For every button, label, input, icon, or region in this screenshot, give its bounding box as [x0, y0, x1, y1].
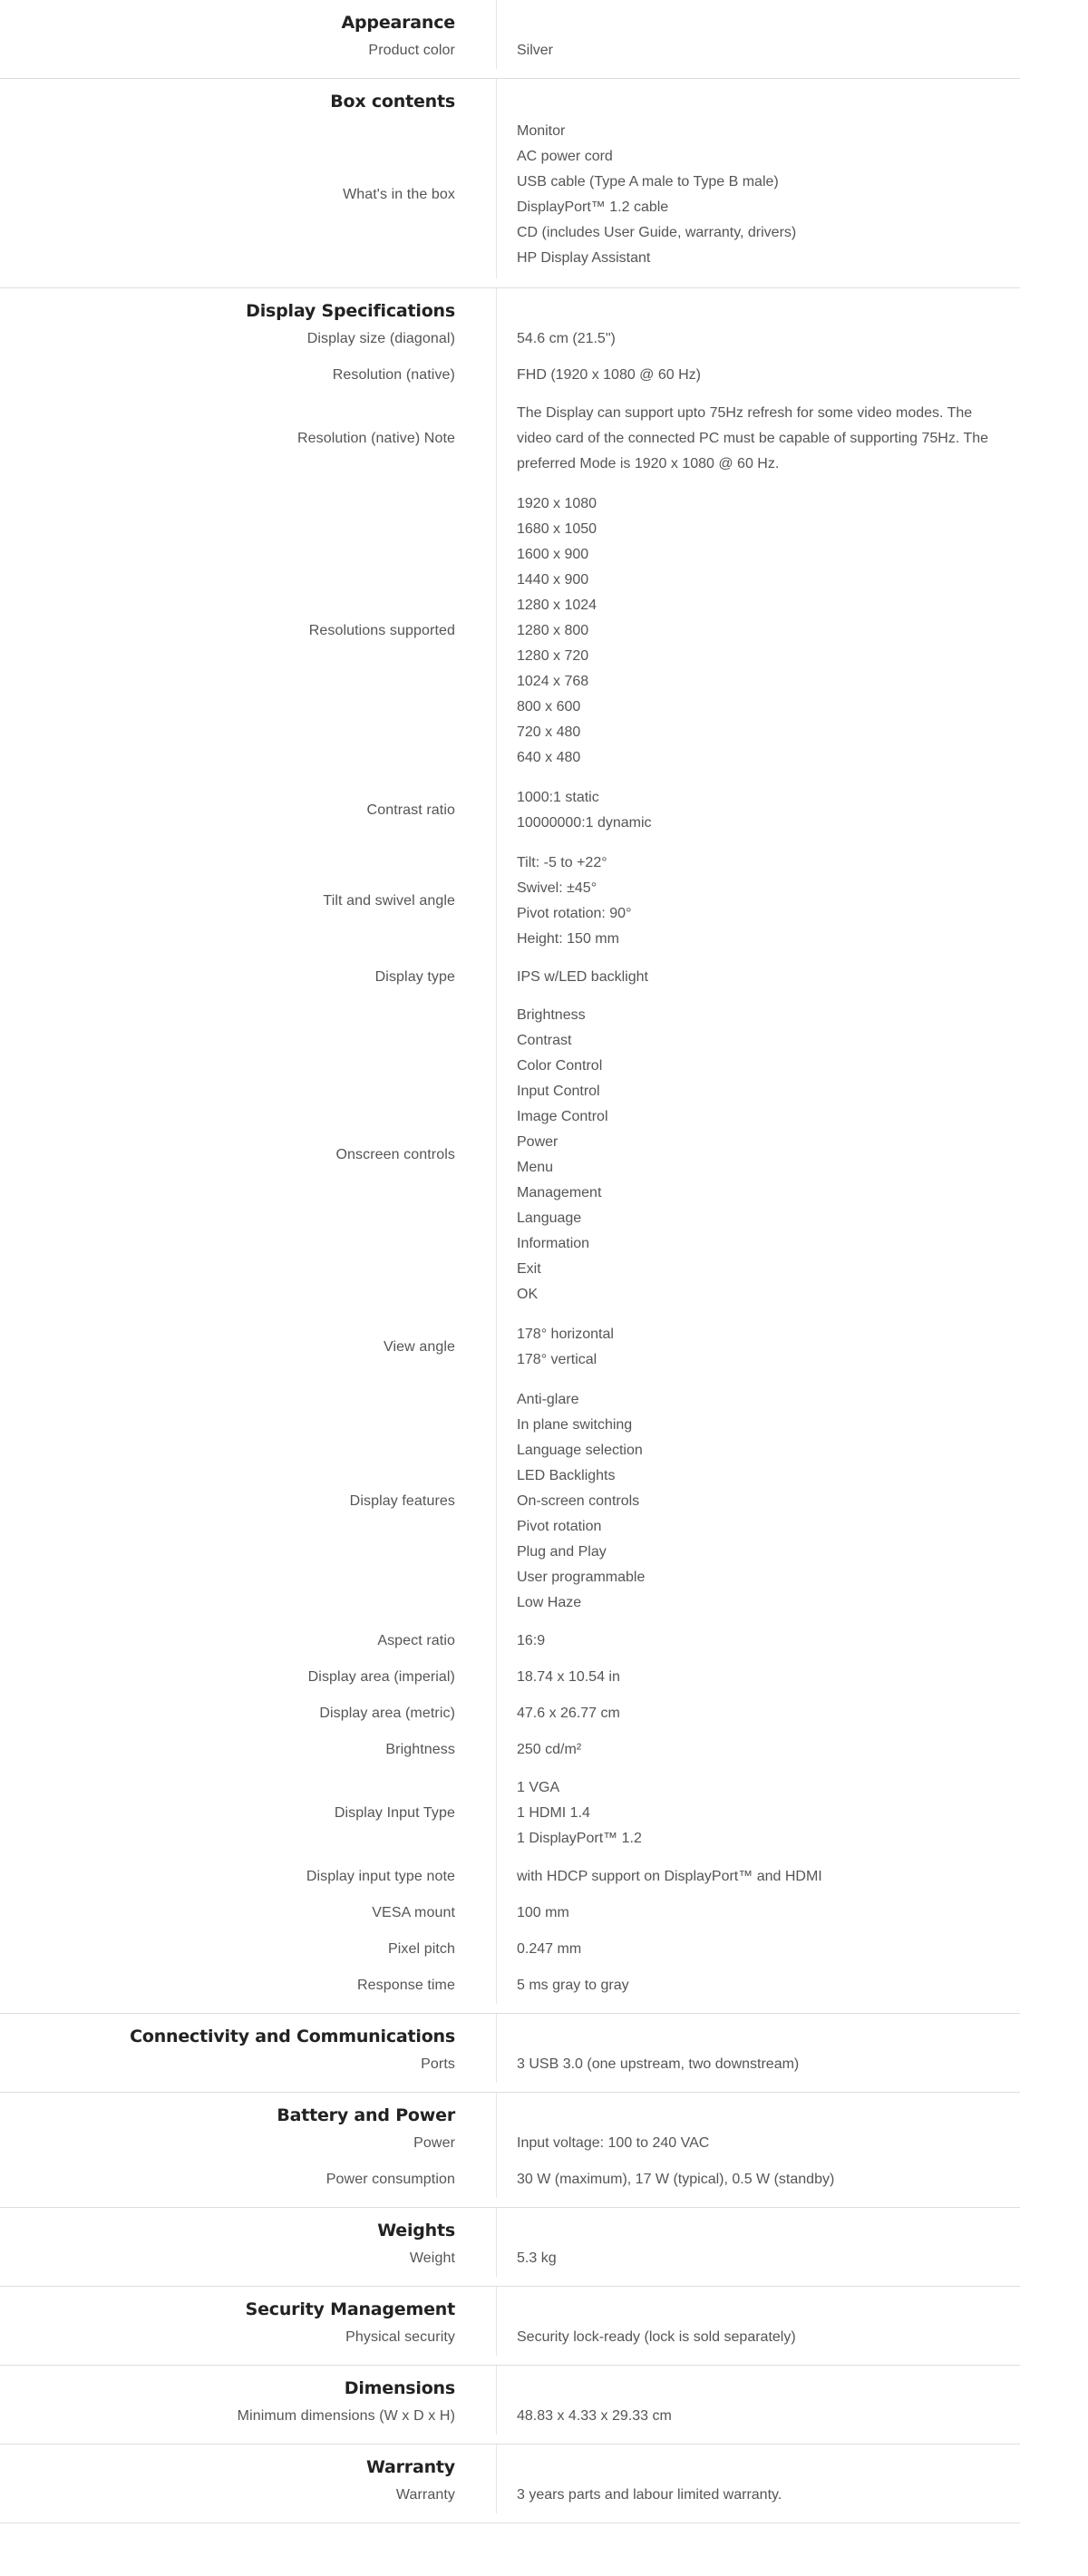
column-divider	[455, 2162, 497, 2198]
spec-row	[0, 996, 1020, 1315]
spec-value-line: 250 cd/m²	[517, 1742, 582, 1757]
spec-row	[0, 1768, 1020, 1859]
spec-value-line: Language	[517, 1210, 582, 1226]
column-divider	[455, 113, 497, 278]
section-title: Connectivity and Communications	[130, 2027, 455, 2046]
spec-value-line: 1 DisplayPort™ 1.2	[517, 1831, 642, 1846]
spec-value-line: Power	[517, 1134, 559, 1150]
section-title: Security Management	[245, 2299, 455, 2319]
spec-row	[0, 323, 1020, 357]
spec-value-line: Swivel: ±45°	[517, 880, 597, 896]
column-divider	[455, 1895, 497, 1931]
spec-value-line: HP Display Assistant	[517, 250, 651, 266]
spec-row	[0, 113, 1020, 278]
section-header	[0, 0, 1020, 34]
column-divider	[455, 323, 497, 357]
section-title: Battery and Power	[277, 2105, 455, 2125]
spec-value	[497, 843, 1020, 959]
column-divider	[455, 1859, 497, 1895]
spec-value-line: 1 HDMI 1.4	[517, 1805, 590, 1821]
section-header	[0, 2445, 1020, 2479]
spec-value-line: 720 x 480	[517, 724, 581, 740]
spec-value	[497, 1931, 1020, 1968]
spec-value-line: preferred Mode is 1920 x 1080 @ 60 Hz.	[517, 456, 780, 471]
spec-label: Display Input Type	[334, 1805, 455, 1821]
spec-value-line: The Display can support upto 75Hz refresh for some video modes. The	[517, 405, 973, 421]
spec-value-line: Menu	[517, 1160, 554, 1175]
spec-row	[0, 1315, 1020, 1380]
spec-row	[0, 1895, 1020, 1931]
spec-value-line: 47.6 x 26.77 cm	[517, 1706, 620, 1721]
spec-row	[0, 2048, 1020, 2083]
column-divider	[455, 394, 497, 484]
column-divider	[455, 2208, 497, 2242]
section-header	[0, 79, 1020, 113]
spec-value-line: 1600 x 900	[517, 547, 589, 562]
spec-value-line: with HDCP support on DisplayPort™ and HDMI	[517, 1869, 822, 1884]
spec-row	[0, 2479, 1020, 2513]
column-divider	[455, 2127, 497, 2162]
spec-value	[497, 1895, 1020, 1931]
column-divider	[455, 843, 497, 959]
spec-value-line: 640 x 480	[517, 750, 581, 765]
spec-row	[0, 1931, 1020, 1968]
column-divider	[455, 1768, 497, 1859]
column-divider	[455, 79, 497, 113]
spec-value-line: 1440 x 900	[517, 572, 589, 588]
column-divider	[455, 1623, 497, 1659]
spec-label: Contrast ratio	[366, 802, 455, 818]
spec-label: Display size (diagonal)	[306, 331, 455, 346]
column-divider	[455, 2093, 497, 2127]
spec-value	[497, 2048, 1020, 2083]
spec-label: Aspect ratio	[377, 1633, 455, 1648]
spec-value-line: 1280 x 720	[517, 648, 589, 664]
section-title: Dimensions	[344, 2378, 455, 2398]
spec-value	[497, 1732, 1020, 1768]
spec-value	[497, 2242, 1020, 2277]
column-divider	[455, 1696, 497, 1732]
spec-value-line: Monitor	[517, 123, 566, 139]
spec-value-line: FHD (1920 x 1080 @ 60 Hz)	[517, 367, 701, 383]
column-divider	[455, 959, 497, 996]
spec-value-line: Plug and Play	[517, 1544, 607, 1560]
spec-row	[0, 484, 1020, 778]
column-divider	[455, 0, 497, 34]
spec-value-line: Input Control	[517, 1084, 600, 1099]
column-divider	[455, 2366, 497, 2400]
section-header	[0, 2366, 1020, 2400]
spec-value-line: Pivot rotation	[517, 1519, 602, 1534]
spec-value	[497, 959, 1020, 996]
spec-value	[497, 1968, 1020, 2004]
section-header	[0, 2208, 1020, 2242]
spec-value-line: Image Control	[517, 1109, 608, 1124]
spec-value-line: In plane switching	[517, 1417, 633, 1433]
spec-label: Tilt and swivel angle	[323, 893, 455, 909]
column-divider	[455, 34, 497, 69]
spec-section	[0, 2208, 1020, 2287]
column-divider	[455, 2400, 497, 2435]
spec-label: Resolution (native) Note	[296, 431, 455, 446]
spec-value-line: Management	[517, 1185, 602, 1201]
spec-value	[497, 323, 1020, 357]
spec-value	[497, 1696, 1020, 1732]
spec-value	[497, 2321, 1020, 2356]
column-divider	[455, 778, 497, 843]
spec-row	[0, 1659, 1020, 1696]
spec-value-line: 1280 x 1024	[517, 598, 597, 613]
spec-value-line: 800 x 600	[517, 699, 581, 714]
spec-value	[497, 2127, 1020, 2162]
spec-row	[0, 1859, 1020, 1895]
spec-label: VESA mount	[372, 1905, 455, 1920]
spec-row	[0, 394, 1020, 484]
spec-value-line: CD (includes User Guide, warranty, drivers)	[517, 225, 797, 240]
column-divider	[455, 996, 497, 1315]
spec-label: Warranty	[395, 2487, 455, 2503]
spec-value-line: 178° vertical	[517, 1352, 597, 1367]
spec-label: What's in the box	[343, 187, 455, 202]
column-divider	[455, 357, 497, 394]
spec-value-line: Exit	[517, 1261, 541, 1277]
spec-value-line: LED Backlights	[517, 1468, 616, 1483]
column-divider	[455, 1659, 497, 1696]
spec-value-line: 10000000:1 dynamic	[517, 815, 652, 831]
spec-value	[497, 34, 1020, 69]
spec-section	[0, 2093, 1020, 2208]
spec-value	[497, 996, 1020, 1315]
spec-row	[0, 2162, 1020, 2198]
spec-value-line: 3 USB 3.0 (one upstream, two downstream)	[517, 2056, 800, 2072]
spec-value-line: 1 VGA	[517, 1780, 560, 1795]
spec-value-line: On-screen controls	[517, 1493, 640, 1509]
spec-value-line: User programmable	[517, 1570, 646, 1585]
spec-label: Response time	[356, 1978, 455, 1993]
spec-row	[0, 1623, 1020, 1659]
column-divider	[455, 1931, 497, 1968]
spec-row	[0, 1968, 1020, 2004]
column-divider	[455, 1732, 497, 1768]
spec-section	[0, 2287, 1020, 2366]
section-header	[0, 2093, 1020, 2127]
spec-value-line: DisplayPort™ 1.2 cable	[517, 199, 669, 215]
spec-value-line: Security lock-ready (lock is sold separately)	[517, 2329, 796, 2345]
spec-label: Onscreen controls	[335, 1147, 455, 1162]
spec-row	[0, 778, 1020, 843]
spec-value-line: Silver	[517, 43, 554, 58]
spec-value	[497, 394, 1020, 484]
spec-row	[0, 1732, 1020, 1768]
spec-value-line: 54.6 cm (21.5")	[517, 331, 616, 346]
column-divider	[455, 1380, 497, 1623]
spec-section	[0, 79, 1020, 288]
spec-value-line: Contrast	[517, 1033, 572, 1048]
spec-label: Display input type note	[306, 1869, 455, 1884]
spec-value-line: OK	[517, 1287, 539, 1302]
spec-value-line: 1024 x 768	[517, 674, 589, 689]
spec-label: Pixel pitch	[387, 1941, 455, 1957]
column-divider	[455, 2287, 497, 2321]
spec-value	[497, 1659, 1020, 1696]
spec-section	[0, 0, 1020, 79]
spec-label: Product color	[368, 43, 455, 58]
column-divider	[455, 484, 497, 778]
spec-value	[497, 1315, 1020, 1380]
spec-value	[497, 357, 1020, 394]
spec-label: Resolution (native)	[332, 367, 455, 383]
spec-value-line: Low Haze	[517, 1595, 582, 1610]
spec-value-line: 1000:1 static	[517, 790, 599, 805]
spec-row	[0, 959, 1020, 996]
section-title: Warranty	[365, 2457, 455, 2477]
column-divider	[455, 2014, 497, 2048]
spec-label: Display area (imperial)	[307, 1669, 455, 1685]
spec-value-line: Color Control	[517, 1058, 603, 1074]
spec-row	[0, 2321, 1020, 2356]
spec-section	[0, 2445, 1020, 2523]
spec-value	[497, 1623, 1020, 1659]
column-divider	[455, 288, 497, 323]
spec-row	[0, 2242, 1020, 2277]
spec-value-line: 100 mm	[517, 1905, 569, 1920]
section-header	[0, 2014, 1020, 2048]
section-title: Box contents	[330, 92, 455, 112]
spec-row	[0, 2400, 1020, 2435]
spec-value-line: 1920 x 1080	[517, 496, 597, 511]
spec-section	[0, 2014, 1020, 2093]
column-divider	[455, 2479, 497, 2513]
spec-value-line: Language selection	[517, 1443, 643, 1458]
spec-value-line: 5 ms gray to gray	[517, 1978, 629, 1993]
spec-label: Power	[413, 2135, 455, 2151]
spec-value-line: 18.74 x 10.54 in	[517, 1669, 620, 1685]
spec-label: Weight	[409, 2250, 455, 2266]
spec-value	[497, 2400, 1020, 2435]
spec-label: Display type	[374, 969, 455, 985]
section-title: Appearance	[341, 13, 455, 33]
spec-label: Physical security	[345, 2329, 455, 2345]
spec-row	[0, 357, 1020, 394]
spec-value-line: 5.3 kg	[517, 2250, 557, 2266]
spec-value-line: 3 years parts and labour limited warranty.	[517, 2487, 782, 2503]
spec-label: Display features	[349, 1493, 455, 1509]
spec-value-line: 0.247 mm	[517, 1941, 582, 1957]
section-header	[0, 288, 1020, 323]
column-divider	[455, 2242, 497, 2277]
spec-value-line: IPS w/LED backlight	[517, 969, 648, 985]
spec-value-line: video card of the connected PC must be capable of supporting 75Hz. The	[517, 431, 989, 446]
section-title: Display Specifications	[246, 301, 455, 321]
spec-value-line: Input voltage: 100 to 240 VAC	[517, 2135, 710, 2151]
column-divider	[455, 1315, 497, 1380]
spec-value-line: 1680 x 1050	[517, 521, 597, 537]
spec-value	[497, 1859, 1020, 1895]
section-title: Weights	[377, 2221, 455, 2241]
spec-value	[497, 484, 1020, 778]
spec-value	[497, 778, 1020, 843]
spec-row	[0, 34, 1020, 69]
spec-label: Resolutions supported	[308, 623, 455, 638]
spec-value-line: 16:9	[517, 1633, 546, 1648]
spec-section	[0, 288, 1020, 2014]
spec-value	[497, 2162, 1020, 2198]
column-divider	[455, 2445, 497, 2479]
spec-row	[0, 1696, 1020, 1732]
spec-row	[0, 843, 1020, 959]
spec-row	[0, 2127, 1020, 2162]
spec-value-line: Brightness	[517, 1007, 586, 1023]
spec-value-line: Height: 150 mm	[517, 931, 619, 947]
column-divider	[455, 2321, 497, 2356]
spec-value-line: Pivot rotation: 90°	[517, 906, 632, 921]
spec-value-line: Anti-glare	[517, 1392, 579, 1407]
spec-value-line: 48.83 x 4.33 x 29.33 cm	[517, 2408, 672, 2424]
spec-value	[497, 1380, 1020, 1623]
spec-section	[0, 2366, 1020, 2445]
spec-value-line: Tilt: -5 to +22°	[517, 855, 607, 870]
spec-label: Display area (metric)	[319, 1706, 455, 1721]
spec-value-line: 178° horizontal	[517, 1327, 614, 1342]
section-header	[0, 2287, 1020, 2321]
spec-label: View angle	[384, 1339, 455, 1355]
spec-value-line: Information	[517, 1236, 590, 1251]
spec-row	[0, 1380, 1020, 1623]
spec-value	[497, 113, 1020, 278]
spec-label: Brightness	[385, 1742, 455, 1757]
column-divider	[455, 2048, 497, 2083]
column-divider	[455, 1968, 497, 2004]
spec-value-line: USB cable (Type A male to Type B male)	[517, 174, 779, 190]
spec-value-line: 30 W (maximum), 17 W (typical), 0.5 W (standby)	[517, 2172, 835, 2187]
spec-label: Ports	[421, 2056, 455, 2072]
spec-value-line: 1280 x 800	[517, 623, 589, 638]
spec-value	[497, 1768, 1020, 1859]
spec-value	[497, 2479, 1020, 2513]
spec-label: Minimum dimensions (W x D x H)	[237, 2408, 455, 2424]
spec-label: Power consumption	[325, 2172, 455, 2187]
spec-value-line: AC power cord	[517, 149, 613, 164]
